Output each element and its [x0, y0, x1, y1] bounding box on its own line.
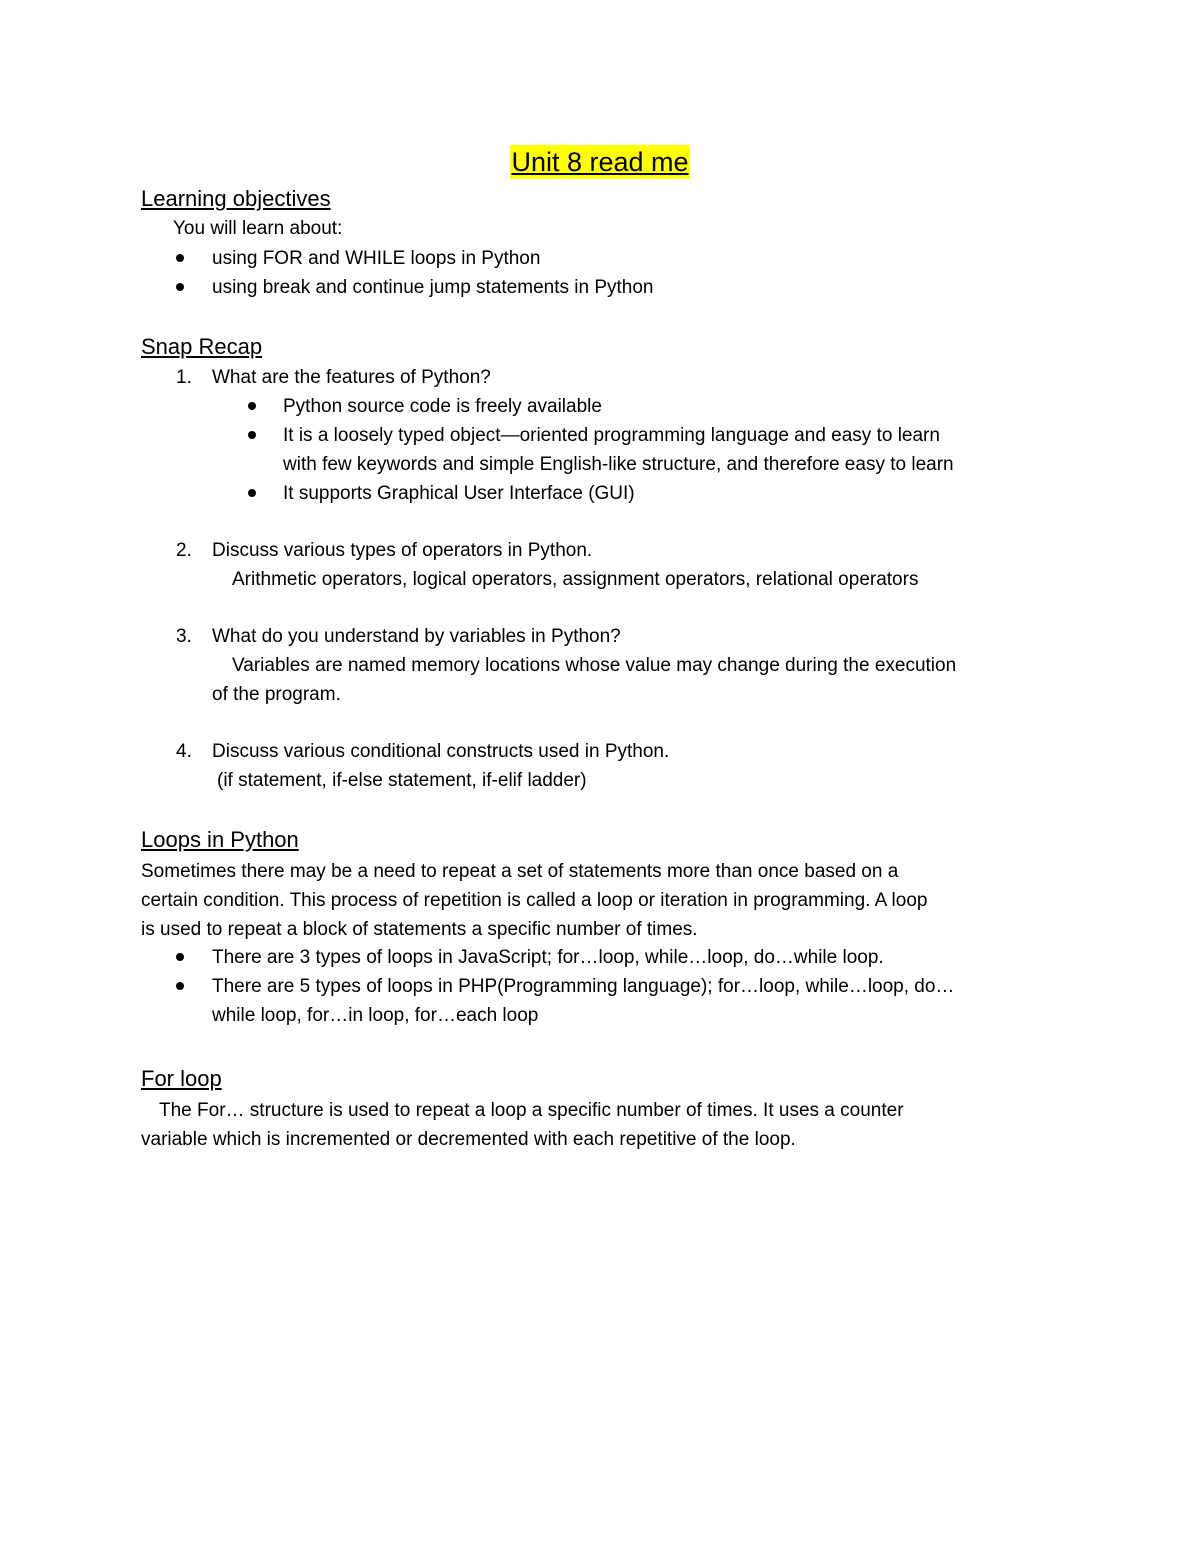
loops-bullet-item: There are 3 types of loops in JavaScript; for…loop, while…loop, do…while loop. [212, 947, 884, 968]
feature-item: Python source code is freely available [283, 396, 602, 417]
feature-item: It is a loosely typed object—oriented programming language and easy to learn [283, 425, 940, 446]
bullet-icon [176, 982, 184, 990]
document-title: Unit 8 read me [511, 147, 689, 177]
bullet-icon [248, 431, 256, 439]
question-number: 1. [176, 367, 192, 388]
feature-item: It supports Graphical User Interface (GUI) [283, 483, 635, 504]
bullet-icon [248, 489, 256, 497]
question-number: 4. [176, 741, 192, 762]
answer-text: Arithmetic operators, logical operators, assignment operators, relational operators [232, 569, 919, 590]
question-text: Discuss various conditional constructs used in Python. [212, 741, 670, 762]
loops-paragraph-line: is used to repeat a block of statements a specific number of times. [141, 919, 698, 940]
bullet-icon [176, 283, 184, 291]
bullet-icon [248, 402, 256, 410]
snap-recap-heading: Snap Recap [141, 334, 263, 359]
answer-text: (if statement, if-else statement, if-elif ladder) [217, 770, 587, 791]
question-number: 2. [176, 540, 192, 561]
for-loop-paragraph-line: variable which is incremented or decremented with each repetitive of the loop. [141, 1129, 796, 1150]
question-number: 3. [176, 626, 192, 647]
question-text: What are the features of Python? [212, 367, 491, 388]
loops-paragraph-line: Sometimes there may be a need to repeat a set of statements more than once based on a [141, 861, 899, 882]
answer-text: Variables are named memory locations whose value may change during the execution [232, 655, 957, 676]
loops-paragraph-line: certain condition. This process of repetition is called a loop or iteration in programming. A loop [141, 890, 928, 911]
for-loop-heading: For loop [141, 1066, 222, 1091]
loops-bullet-item-continuation: while loop, for…in loop, for…each loop [212, 1005, 539, 1026]
objective-item: using break and continue jump statements in Python [212, 277, 654, 298]
objective-item: using FOR and WHILE loops in Python [212, 248, 541, 269]
feature-item-continuation: with few keywords and simple English-like structure, and therefore easy to learn [283, 454, 954, 475]
bullet-icon [176, 953, 184, 961]
question-text: Discuss various types of operators in Python. [212, 540, 593, 561]
question-text: What do you understand by variables in Python? [212, 626, 621, 647]
learning-objectives-heading: Learning objectives [141, 186, 331, 211]
for-loop-paragraph-line: The For… structure is used to repeat a loop a specific number of times. It uses a counter [159, 1100, 904, 1121]
title-container [0, 145, 1200, 179]
loops-bullet-item: There are 5 types of loops in PHP(Programming language); for…loop, while…loop, do… [212, 976, 955, 997]
bullet-icon [176, 254, 184, 262]
learning-objectives-intro: You will learn about: [173, 218, 343, 239]
loops-heading: Loops in Python [141, 827, 299, 852]
answer-text-continuation: of the program. [212, 684, 341, 705]
